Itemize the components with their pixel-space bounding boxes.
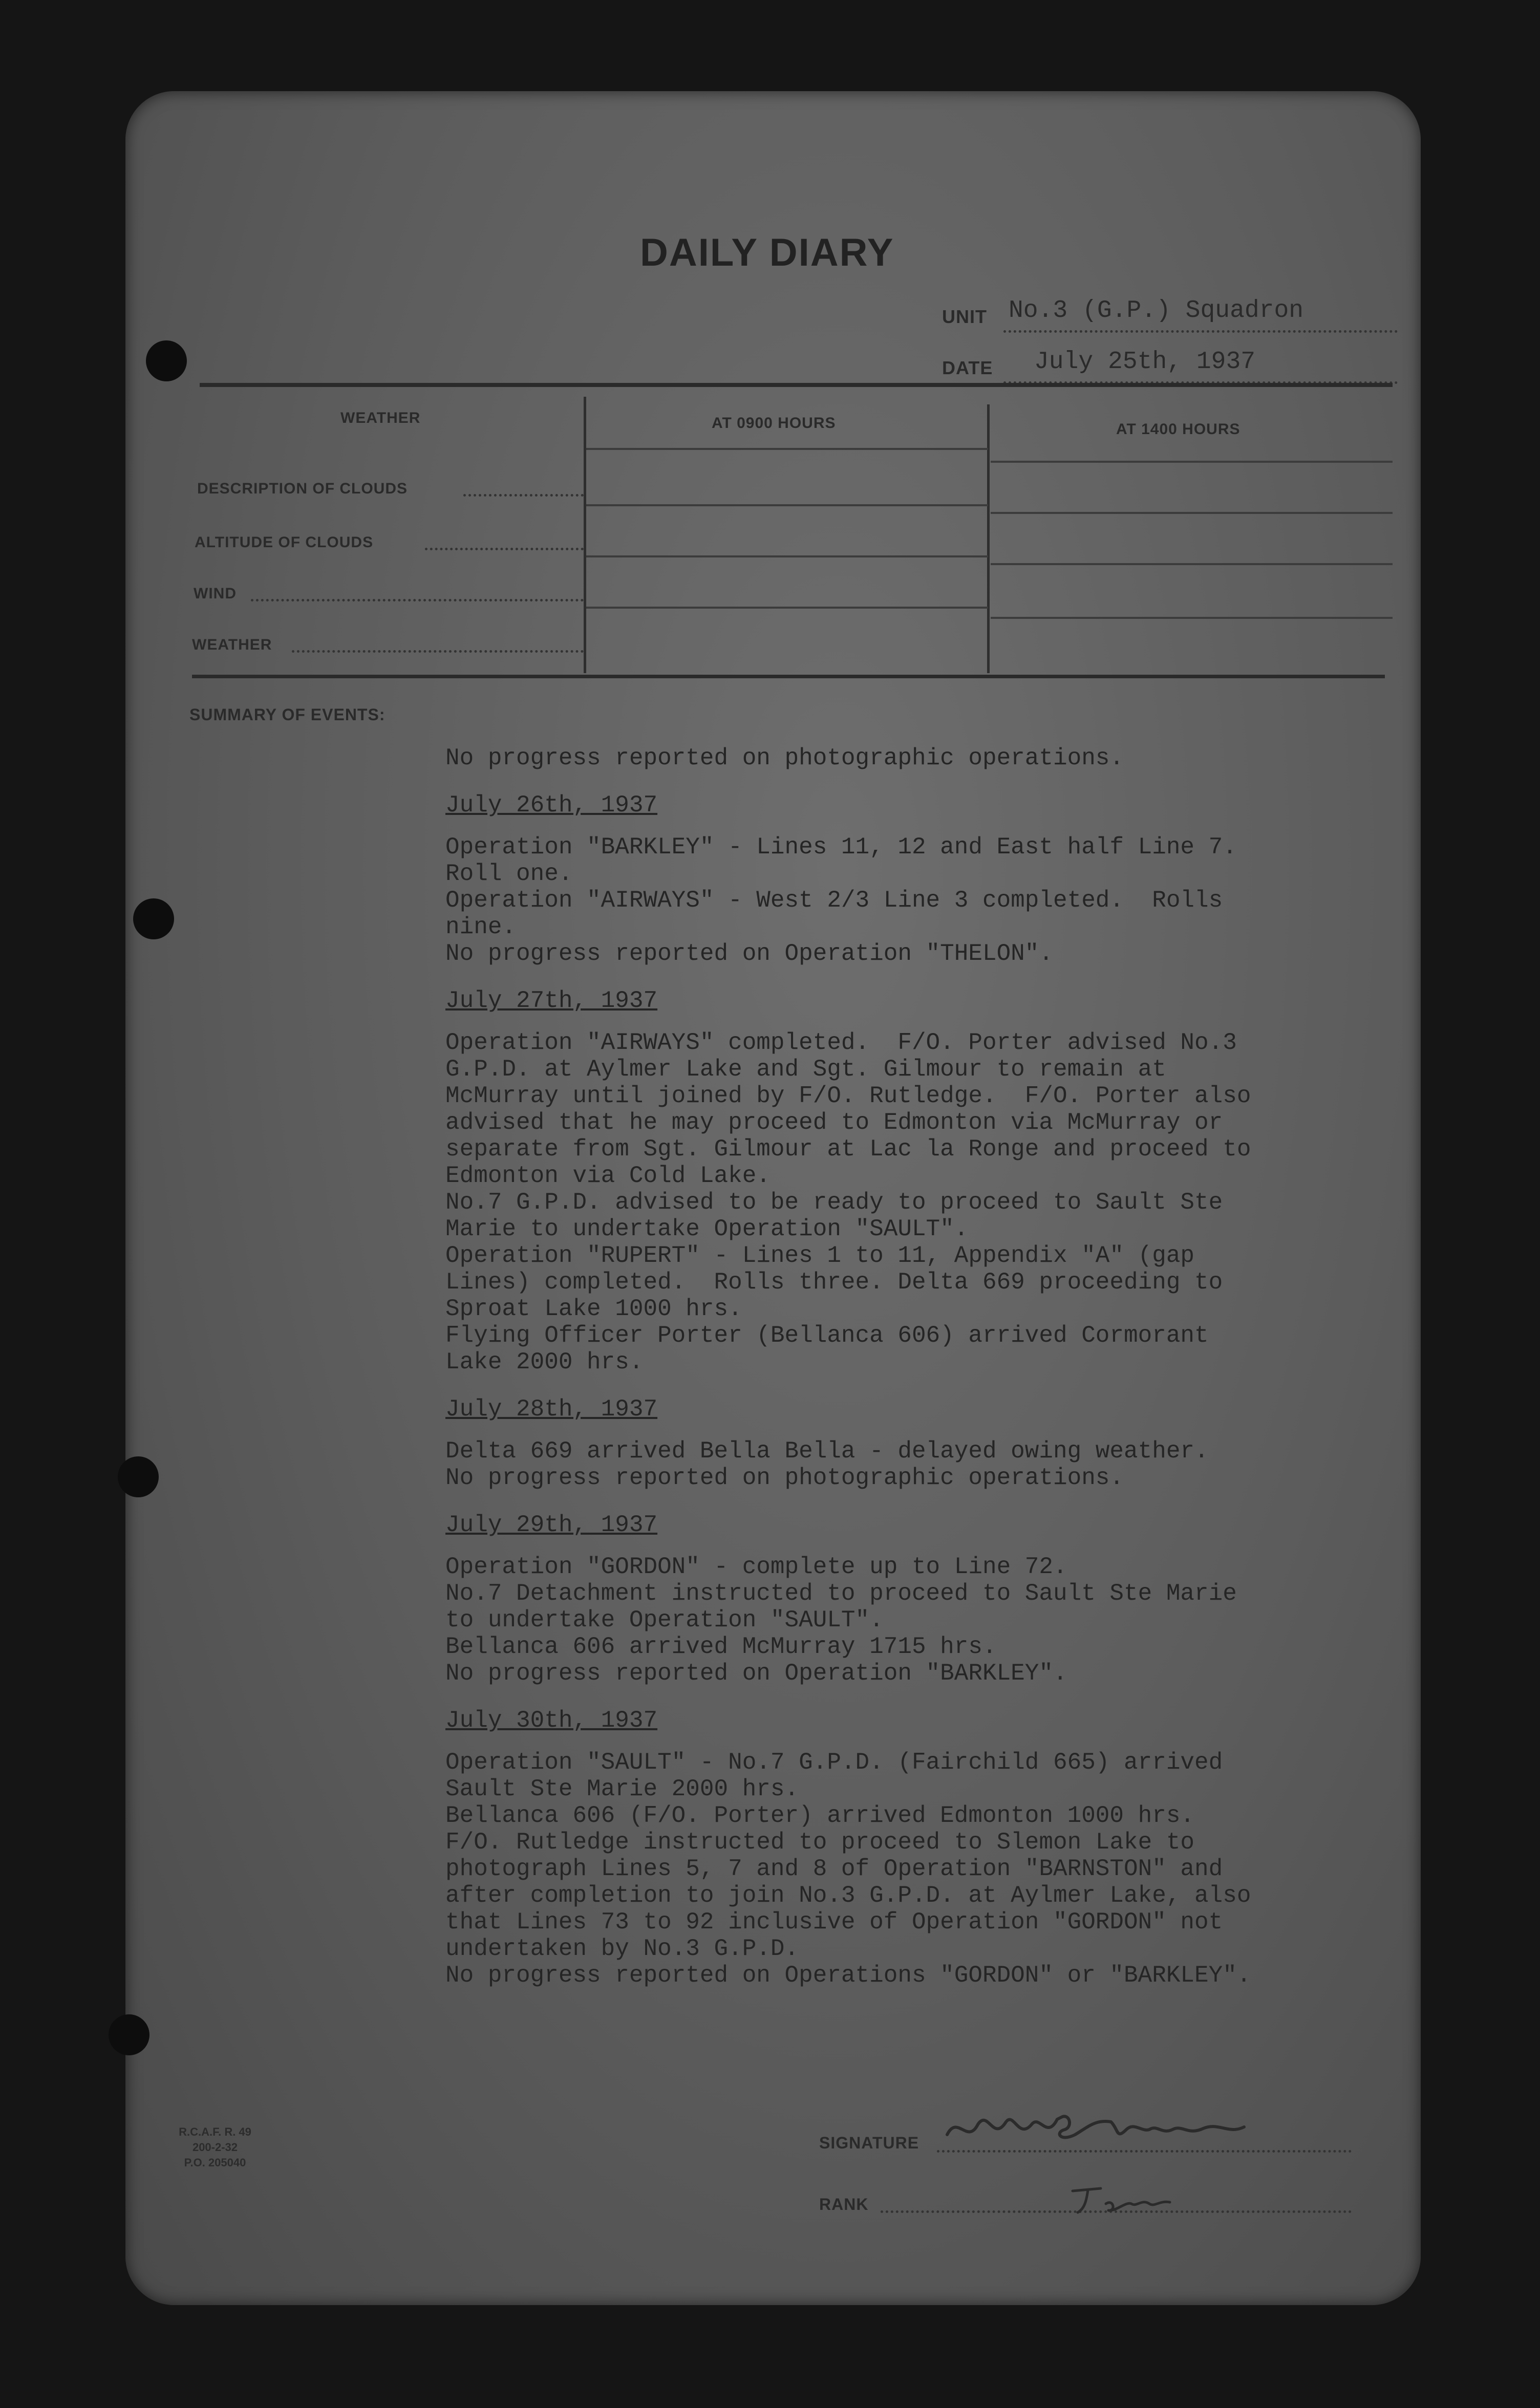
entry-text: Operation "SAULT" - No.7 G.P.D. (Fairchild 665) arrived Sault Ste Marie 2000 hrs. Bellanca 606 (F/O. Porter) arrived Edmonton 1000 hrs. F/O. Rutledge instructed to proceed to Slemon Lake to photograph Lines 5, 7 and 8 of Operation "BARNSTON" and after completion to join No.3 G.P.D. at Aylmer Lake, also that Lines 73 to 92 inclusive of Operation "GORDON" not undertaken by No.3 G.P.D. No progress reported on Operations "GORDON" or "BARKLEY". xyxy=(445,1749,1251,1989)
unit-label: UNIT xyxy=(942,306,987,327)
summary-of-events xyxy=(445,745,1398,1989)
row-altitude-of-clouds: ALTITUDE OF CLOUDS xyxy=(195,534,374,551)
handwritten-signature xyxy=(942,2099,1300,2155)
signature-label: SIGNATURE xyxy=(819,2134,919,2152)
faded-letterhead xyxy=(389,142,901,178)
unit-dotted-line xyxy=(1003,330,1398,333)
table-grid-line xyxy=(991,461,1393,463)
entry-text: Operation "GORDON" - complete up to Line 72. No.7 Detachment instructed to proceed to Sault Ste Marie to undertake Operation "SAULT". Bellanca 606 arrived McMurray 1715 hrs. No progress reported on Operation "BARKLEY". xyxy=(445,1554,1237,1687)
table-col-divider xyxy=(584,397,586,673)
table-grid-line xyxy=(586,448,988,450)
entry-text: Delta 669 arrived Bella Bella - delayed owing weather. No progress reported on photographic operations. xyxy=(445,1438,1209,1491)
entry-text: Operation "AIRWAYS" completed. F/O. Porter advised No.3 G.P.D. at Aylmer Lake and Sgt. Gilmour to remain at McMurray until joined by F/O. Rutledge. F/O. Porter also advised that he may proceed to Edmonton via McMurray or separate from Sgt. Gilmour at Lac la Ronge and proceed to Edmonton via Cold Lake. No.7 G.P.D. advised to be ready to proceed to Sault Ste Marie to undertake Operation "SAULT". Operation "RUPERT" - Lines 1 to 11, Appendix "A" (gap Lines) completed. Rolls three. Delta 669 proceeding to Sproat Lake 1000 hrs. Flying Officer Porter (Bellanca 606) arrived Cormorant Lake 2000 hrs. xyxy=(445,1029,1251,1375)
header-weather: WEATHER xyxy=(340,410,421,426)
table-grid-line xyxy=(991,563,1393,565)
form-code-line: P.O. 205040 xyxy=(184,2156,246,2169)
entry-date: July 30th, 1937 xyxy=(445,1707,658,1734)
row-wind: WIND xyxy=(194,585,237,602)
summary-intro: No progress reported on photographic operations. xyxy=(445,745,1124,771)
page-title: DAILY DIARY xyxy=(640,231,894,274)
entry-date: July 29th, 1937 xyxy=(445,1512,658,1538)
binder-hole xyxy=(118,1456,159,1497)
table-grid-line xyxy=(991,617,1393,619)
table-bottom-rule xyxy=(192,675,1385,678)
entry-text: Operation "BARKLEY" - Lines 11, 12 and East half Line 7. Roll one. Operation "AIRWAYS" - West 2/3 Line 3 completed. Rolls nine. No progress reported on Operation "THELON". xyxy=(445,834,1237,967)
binder-hole xyxy=(146,340,187,381)
unit-value: No.3 (G.P.) Squadron xyxy=(1009,297,1304,325)
form-code xyxy=(154,2124,276,2170)
entry-date: July 27th, 1937 xyxy=(445,987,658,1014)
binder-hole xyxy=(133,898,174,939)
table-grid-line xyxy=(586,555,988,557)
date-value: July 25th, 1937 xyxy=(1034,348,1256,376)
row-description-of-clouds: DESCRIPTION OF CLOUDS xyxy=(197,480,408,497)
entry-date: July 28th, 1937 xyxy=(445,1396,658,1423)
date-label: DATE xyxy=(942,357,993,378)
entry-date: July 26th, 1937 xyxy=(445,792,658,819)
row-weather: WEATHER xyxy=(192,636,272,653)
binder-hole xyxy=(109,2014,149,2055)
table-grid-line xyxy=(586,504,988,506)
row-dotted-line xyxy=(425,548,584,550)
table-grid-line xyxy=(586,607,988,609)
row-dotted-line xyxy=(292,650,584,653)
table-col-divider xyxy=(987,404,990,673)
form-code-line: 200-2-32 xyxy=(192,2141,238,2154)
row-dotted-line xyxy=(251,599,584,601)
handwritten-rank xyxy=(1065,2176,1188,2222)
header-0900: AT 0900 HOURS xyxy=(712,415,836,432)
row-dotted-line xyxy=(463,494,584,497)
rank-label: RANK xyxy=(819,2195,869,2213)
form-code-line: R.C.A.F. R. 49 xyxy=(179,2125,251,2138)
summary-label: SUMMARY OF EVENTS: xyxy=(189,705,386,724)
table-top-rule xyxy=(200,383,1393,387)
table-grid-line xyxy=(991,512,1393,514)
header-1400: AT 1400 HOURS xyxy=(1116,421,1240,438)
